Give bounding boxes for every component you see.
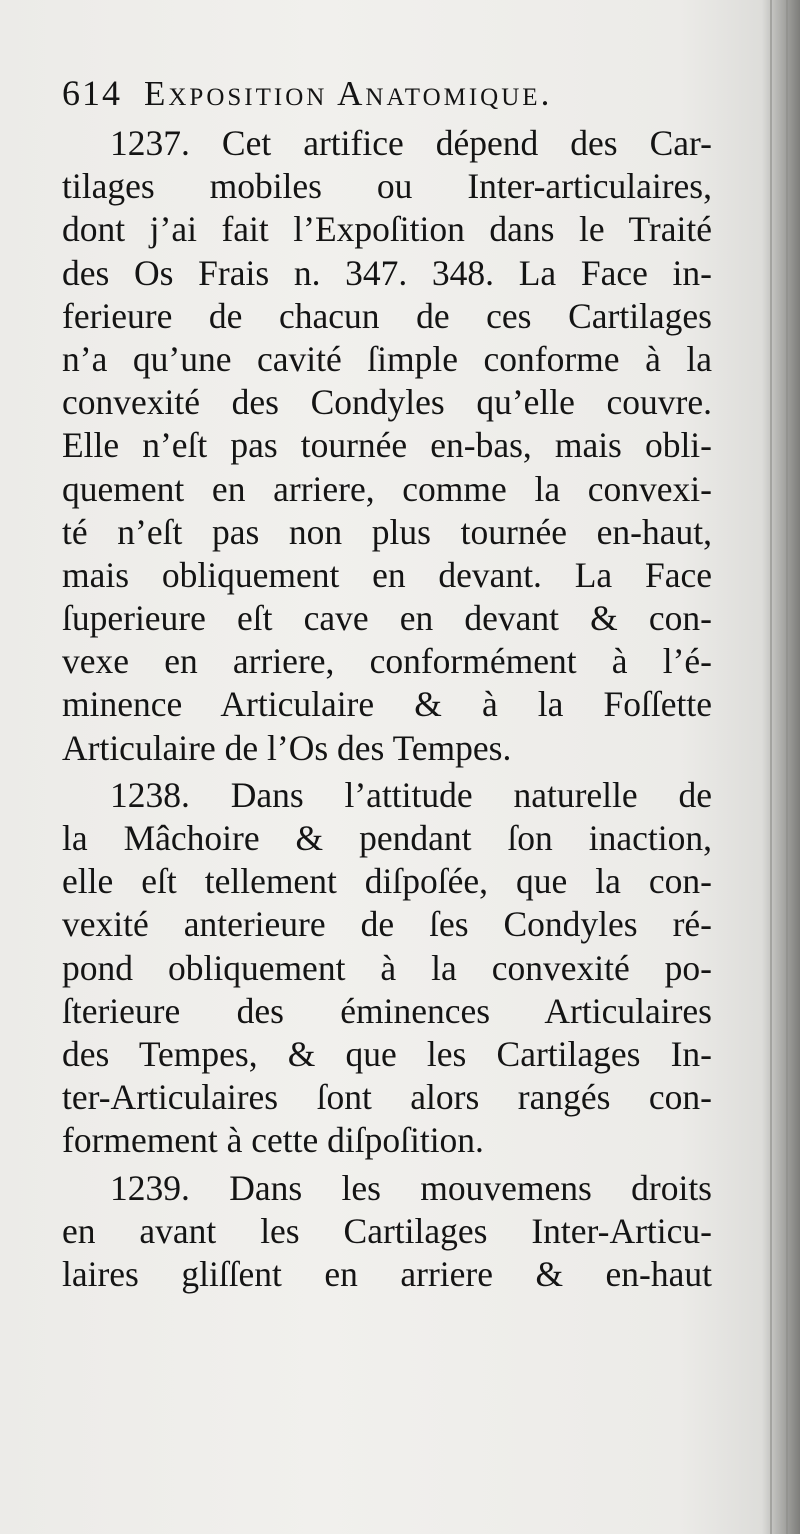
text-line: pond obliquement à la convexité po-	[62, 947, 712, 988]
text-line: ſterieure des éminences Articulaires	[62, 990, 712, 1031]
text-line: formement à cette diſpoſition.	[62, 1120, 484, 1161]
text-line: ter-Articulaires ſont alors rangés con-	[62, 1077, 712, 1118]
running-head	[62, 72, 712, 122]
text-line: Articulaire de l’Os des Tempes.	[62, 727, 512, 768]
running-title: Exposition Anatomique.	[144, 74, 553, 113]
paragraph-1239	[62, 1167, 712, 1297]
text-line: en avant les Cartilages Inter-Articu-	[62, 1210, 712, 1251]
text-line: la Mâchoire & pendant ſon inaction,	[62, 818, 712, 858]
text-line: ſuperieure eſt cave en devant & con-	[62, 598, 712, 639]
text-line: té n’eſt pas non plus tournée en-haut,	[62, 511, 712, 552]
paragraph-1238	[62, 774, 712, 1163]
page-number: 614	[62, 73, 122, 113]
text-line: mais obliquement en devant. La Face	[62, 554, 712, 595]
text-line: minence Articulaire & à la Foſſette	[62, 684, 712, 725]
text-line: convexité des Condyles qu’elle couvre.	[62, 382, 712, 423]
text-line: dont j’ai fait l’Expoſition dans le Traité	[62, 209, 712, 250]
paragraph-1237	[62, 122, 712, 770]
gutter-edge-line	[786, 0, 788, 1534]
text-line: n’a qu’une cavité ſimple conforme à la	[62, 338, 712, 379]
text-line: Elle n’eſt pas tournée en-bas, mais obli-	[62, 425, 712, 466]
text-line: 1237. Cet artifice dépend des Car-	[110, 123, 712, 163]
text-line: laires gliſſent en arriere & en-haut	[62, 1253, 712, 1294]
page-gutter-shadow	[762, 0, 800, 1534]
text-line: 1238. Dans l’attitude naturelle de	[110, 774, 712, 815]
text-line: ferieure de chacun de ces Cartilages	[62, 295, 712, 336]
text-line: quement en arriere, comme la convexi-	[62, 468, 712, 509]
gutter-edge-line	[770, 0, 772, 1534]
text-line: des Tempes, & que les Cartilages In-	[62, 1033, 712, 1074]
text-line: elle eſt tellement diſpoſée, que la con-	[62, 861, 712, 902]
page-text	[62, 72, 712, 1296]
text-line: des Os Frais n. 347. 348. La Face in-	[62, 252, 712, 293]
text-line: vexe en arriere, conformément à l’é-	[62, 641, 712, 682]
text-line: 1239. Dans les mouvemens droits	[110, 1167, 712, 1208]
text-line: vexité anterieure de ſes Condyles ré-	[62, 904, 712, 945]
text-line: tilages mobiles ou Inter-articulaires,	[62, 166, 712, 207]
